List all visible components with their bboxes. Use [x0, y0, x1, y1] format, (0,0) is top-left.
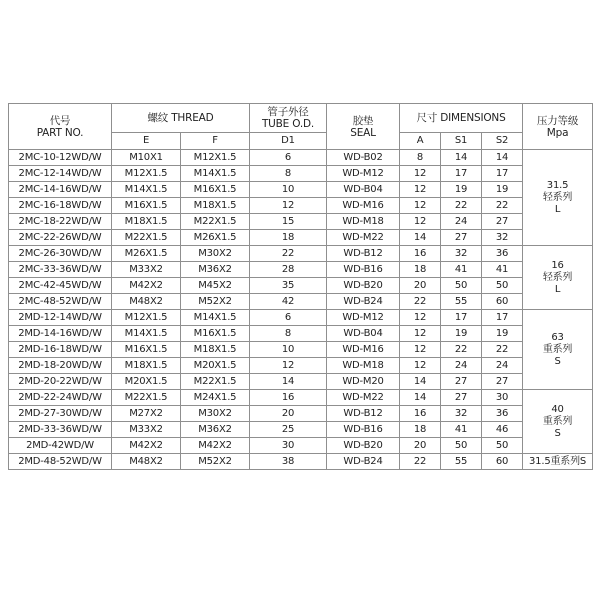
cell-pressure-class: [523, 246, 593, 310]
cell-part-no: 2MC-12-14WD/W: [9, 166, 112, 182]
table-body: [9, 150, 593, 470]
cell-thread-e: M12X1.5: [112, 310, 181, 326]
cell-dim-a: 20: [400, 438, 441, 454]
header-tube: [250, 104, 327, 133]
cell-thread-f: M24X1.5: [181, 390, 250, 406]
cell-tube-d1: 20: [250, 406, 327, 422]
cell-dim-a: 22: [400, 454, 441, 470]
cell-dim-s1: 50: [441, 438, 482, 454]
cell-dim-a: 18: [400, 262, 441, 278]
cell-dim-a: 12: [400, 342, 441, 358]
cell-part-no: 2MD-16-18WD/W: [9, 342, 112, 358]
cell-part-no: 2MC-42-45WD/W: [9, 278, 112, 294]
cell-part-no: 2MC-48-52WD/W: [9, 294, 112, 310]
cell-thread-f: M36X2: [181, 262, 250, 278]
cell-part-no: 2MD-20-22WD/W: [9, 374, 112, 390]
header-seal-en: SEAL: [350, 126, 376, 139]
cell-thread-e: M33X2: [112, 262, 181, 278]
cell-seal: WD-B16: [327, 262, 400, 278]
cell-seal: WD-B20: [327, 438, 400, 454]
cell-tube-d1: 8: [250, 166, 327, 182]
header-tube-en: TUBE O.D.: [261, 118, 315, 130]
cell-tube-d1: 10: [250, 342, 327, 358]
header-pressure: [523, 104, 593, 150]
cell-tube-d1: 6: [250, 150, 327, 166]
pressure-class-line: L: [554, 203, 561, 215]
cell-thread-e: M33X2: [112, 422, 181, 438]
header-part-no-en: PART NO.: [36, 126, 84, 139]
cell-seal: WD-B04: [327, 182, 400, 198]
cell-thread-e: M16X1.5: [112, 198, 181, 214]
header-thread-e: E: [112, 133, 181, 150]
cell-tube-d1: 10: [250, 182, 327, 198]
cell-thread-e: M20X1.5: [112, 374, 181, 390]
cell-thread-e: M12X1.5: [112, 166, 181, 182]
cell-tube-d1: 16: [250, 390, 327, 406]
cell-dim-s1: 19: [441, 182, 482, 198]
cell-pressure-class: [523, 310, 593, 390]
cell-seal: WD-M16: [327, 342, 400, 358]
header-dim-s1: S1: [441, 133, 482, 150]
cell-tube-d1: 35: [250, 278, 327, 294]
table-row: [9, 454, 593, 470]
cell-thread-f: M20X1.5: [181, 358, 250, 374]
cell-dim-s2: 24: [482, 358, 523, 374]
cell-thread-e: M14X1.5: [112, 182, 181, 198]
header-pressure-cn: 压力等级: [536, 114, 579, 127]
cell-dim-s2: 30: [482, 390, 523, 406]
cell-dim-s1: 41: [441, 422, 482, 438]
cell-thread-f: M45X2: [181, 278, 250, 294]
table-row: [9, 278, 593, 294]
table-row: [9, 438, 593, 454]
cell-part-no: 2MC-14-16WD/W: [9, 182, 112, 198]
pressure-class-line: 轻系列: [542, 271, 573, 283]
table-row: [9, 390, 593, 406]
cell-pressure-class: [523, 390, 593, 454]
cell-tube-d1: 42: [250, 294, 327, 310]
cell-dim-s1: 17: [441, 310, 482, 326]
cell-dim-s2: 41: [482, 262, 523, 278]
cell-seal: WD-M22: [327, 390, 400, 406]
cell-pressure-class: [523, 454, 593, 470]
table-row: [9, 294, 593, 310]
cell-thread-f: M26X1.5: [181, 230, 250, 246]
header-dim-a: A: [400, 133, 441, 150]
cell-part-no: 2MD-12-14WD/W: [9, 310, 112, 326]
cell-thread-f: M12X1.5: [181, 150, 250, 166]
cell-part-no: 2MD-14-16WD/W: [9, 326, 112, 342]
cell-dim-s1: 27: [441, 374, 482, 390]
table-row: [9, 182, 593, 198]
cell-seal: WD-M12: [327, 310, 400, 326]
cell-thread-f: M18X1.5: [181, 198, 250, 214]
cell-seal: WD-M16: [327, 198, 400, 214]
cell-seal: WD-B02: [327, 150, 400, 166]
cell-dim-s2: 22: [482, 198, 523, 214]
cell-dim-s2: 36: [482, 406, 523, 422]
cell-dim-s1: 24: [441, 214, 482, 230]
table-row: [9, 342, 593, 358]
cell-dim-a: 12: [400, 214, 441, 230]
cell-tube-d1: 22: [250, 246, 327, 262]
cell-dim-a: 14: [400, 390, 441, 406]
cell-dim-s1: 50: [441, 278, 482, 294]
cell-thread-f: M16X1.5: [181, 326, 250, 342]
cell-thread-e: M16X1.5: [112, 342, 181, 358]
cell-thread-e: M10X1: [112, 150, 181, 166]
cell-tube-d1: 25: [250, 422, 327, 438]
cell-thread-f: M30X2: [181, 406, 250, 422]
cell-part-no: 2MC-18-22WD/W: [9, 214, 112, 230]
cell-dim-a: 12: [400, 198, 441, 214]
cell-seal: WD-B24: [327, 294, 400, 310]
cell-dim-a: 12: [400, 310, 441, 326]
cell-part-no: 2MD-48-52WD/W: [9, 454, 112, 470]
cell-thread-e: M42X2: [112, 278, 181, 294]
cell-thread-f: M14X1.5: [181, 166, 250, 182]
table-row: [9, 166, 593, 182]
cell-part-no: 2MC-16-18WD/W: [9, 198, 112, 214]
cell-dim-s2: 50: [482, 438, 523, 454]
cell-dim-s1: 55: [441, 454, 482, 470]
table-row: [9, 326, 593, 342]
cell-seal: WD-B16: [327, 422, 400, 438]
cell-tube-d1: 14: [250, 374, 327, 390]
header-tube-d1: D1: [250, 133, 327, 150]
cell-dim-a: 12: [400, 358, 441, 374]
cell-dim-s2: 46: [482, 422, 523, 438]
cell-part-no: 2MD-42WD/W: [9, 438, 112, 454]
cell-dim-s2: 36: [482, 246, 523, 262]
cell-dim-s2: 60: [482, 454, 523, 470]
cell-part-no: 2MD-33-36WD/W: [9, 422, 112, 438]
table-row: [9, 150, 593, 166]
cell-part-no: 2MD-18-20WD/W: [9, 358, 112, 374]
cell-dim-s2: 19: [482, 182, 523, 198]
cell-dim-s2: 60: [482, 294, 523, 310]
table-row: [9, 422, 593, 438]
cell-seal: WD-B04: [327, 326, 400, 342]
cell-dim-a: 20: [400, 278, 441, 294]
cell-dim-a: 18: [400, 422, 441, 438]
cell-tube-d1: 6: [250, 310, 327, 326]
cell-part-no: 2MC-33-36WD/W: [9, 262, 112, 278]
header-part-no-cn: 代号: [49, 114, 71, 127]
header-part-no: [9, 104, 112, 150]
cell-tube-d1: 30: [250, 438, 327, 454]
cell-part-no: 2MD-22-24WD/W: [9, 390, 112, 406]
header-pressure-unit: Mpa: [546, 126, 569, 139]
cell-dim-s1: 17: [441, 166, 482, 182]
cell-dim-a: 8: [400, 150, 441, 166]
pressure-class-line: L: [554, 283, 561, 295]
cell-tube-d1: 38: [250, 454, 327, 470]
cell-thread-e: M18X1.5: [112, 214, 181, 230]
cell-tube-d1: 12: [250, 198, 327, 214]
header-dim-s2: S2: [482, 133, 523, 150]
cell-dim-s2: 17: [482, 166, 523, 182]
cell-dim-a: 12: [400, 166, 441, 182]
table-row: [9, 246, 593, 262]
cell-thread-e: M22X1.5: [112, 390, 181, 406]
pressure-class-line: 重系列: [542, 415, 573, 427]
cell-tube-d1: 12: [250, 358, 327, 374]
cell-thread-e: M14X1.5: [112, 326, 181, 342]
cell-thread-f: M30X2: [181, 246, 250, 262]
pressure-class-line: S: [554, 427, 561, 439]
cell-dim-a: 16: [400, 246, 441, 262]
cell-seal: WD-M18: [327, 214, 400, 230]
cell-tube-d1: 8: [250, 326, 327, 342]
table-row: [9, 198, 593, 214]
cell-thread-e: M26X1.5: [112, 246, 181, 262]
cell-seal: WD-B12: [327, 246, 400, 262]
cell-part-no: 2MC-26-30WD/W: [9, 246, 112, 262]
pressure-class-line: 轻系列: [542, 191, 573, 203]
cell-dim-s1: 41: [441, 262, 482, 278]
cell-seal: WD-M12: [327, 166, 400, 182]
cell-part-no: 2MC-10-12WD/W: [9, 150, 112, 166]
cell-dim-s1: 24: [441, 358, 482, 374]
cell-thread-f: M22X1.5: [181, 214, 250, 230]
pressure-class-line: 重系列: [542, 343, 573, 355]
cell-dim-s2: 27: [482, 374, 523, 390]
cell-thread-f: M52X2: [181, 454, 250, 470]
pressure-class-line: 40: [551, 403, 564, 415]
cell-dim-a: 12: [400, 326, 441, 342]
cell-dim-a: 14: [400, 230, 441, 246]
header-tube-cn: 管子外径: [267, 106, 309, 118]
pressure-class-line: 31.5: [546, 179, 569, 191]
cell-dim-s1: 14: [441, 150, 482, 166]
cell-dim-s1: 32: [441, 406, 482, 422]
cell-thread-e: M42X2: [112, 438, 181, 454]
cell-thread-e: M48X2: [112, 294, 181, 310]
cell-seal: WD-M18: [327, 358, 400, 374]
table-row: [9, 230, 593, 246]
cell-tube-d1: 18: [250, 230, 327, 246]
pressure-class-line: S: [554, 355, 561, 367]
cell-dim-a: 12: [400, 182, 441, 198]
cell-dim-s1: 27: [441, 390, 482, 406]
table-row: [9, 214, 593, 230]
table-row: [9, 406, 593, 422]
cell-dim-s1: 27: [441, 230, 482, 246]
cell-thread-f: M14X1.5: [181, 310, 250, 326]
cell-dim-s2: 14: [482, 150, 523, 166]
header-thread: 螺纹 THREAD: [112, 104, 250, 133]
cell-thread-e: M22X1.5: [112, 230, 181, 246]
header-thread-f: F: [181, 133, 250, 150]
cell-dim-s2: 32: [482, 230, 523, 246]
cell-dim-a: 22: [400, 294, 441, 310]
cell-dim-a: 14: [400, 374, 441, 390]
cell-part-no: 2MD-27-30WD/W: [9, 406, 112, 422]
cell-thread-f: M52X2: [181, 294, 250, 310]
cell-seal: WD-M20: [327, 374, 400, 390]
cell-thread-f: M16X1.5: [181, 182, 250, 198]
spec-table: [8, 103, 593, 470]
cell-seal: WD-M22: [327, 230, 400, 246]
header-seal: [327, 104, 400, 150]
table-row: [9, 310, 593, 326]
cell-dim-s1: 22: [441, 198, 482, 214]
cell-part-no: 2MC-22-26WD/W: [9, 230, 112, 246]
cell-thread-f: M22X1.5: [181, 374, 250, 390]
cell-dim-s2: 22: [482, 342, 523, 358]
cell-tube-d1: 28: [250, 262, 327, 278]
cell-thread-f: M36X2: [181, 422, 250, 438]
cell-thread-f: M42X2: [181, 438, 250, 454]
cell-seal: WD-B20: [327, 278, 400, 294]
pressure-class-line: 16: [551, 259, 564, 271]
cell-pressure-class: [523, 150, 593, 246]
table-row: [9, 374, 593, 390]
cell-dim-s2: 27: [482, 214, 523, 230]
cell-tube-d1: 15: [250, 214, 327, 230]
pressure-class-line: 63: [551, 331, 564, 343]
cell-dim-s2: 50: [482, 278, 523, 294]
cell-seal: WD-B12: [327, 406, 400, 422]
pressure-class-line: 31.5重系列S: [529, 455, 587, 467]
header-seal-cn: 胶垫: [352, 114, 374, 127]
cell-dim-s1: 55: [441, 294, 482, 310]
cell-dim-a: 16: [400, 406, 441, 422]
cell-seal: WD-B24: [327, 454, 400, 470]
cell-thread-e: M27X2: [112, 406, 181, 422]
table-row: [9, 358, 593, 374]
cell-dim-s2: 17: [482, 310, 523, 326]
cell-thread-f: M18X1.5: [181, 342, 250, 358]
cell-dim-s2: 19: [482, 326, 523, 342]
cell-dim-s1: 19: [441, 326, 482, 342]
table-row: [9, 262, 593, 278]
header-dimensions: 尺寸 DIMENSIONS: [400, 104, 523, 133]
cell-thread-e: M18X1.5: [112, 358, 181, 374]
cell-dim-s1: 32: [441, 246, 482, 262]
cell-dim-s1: 22: [441, 342, 482, 358]
cell-thread-e: M48X2: [112, 454, 181, 470]
